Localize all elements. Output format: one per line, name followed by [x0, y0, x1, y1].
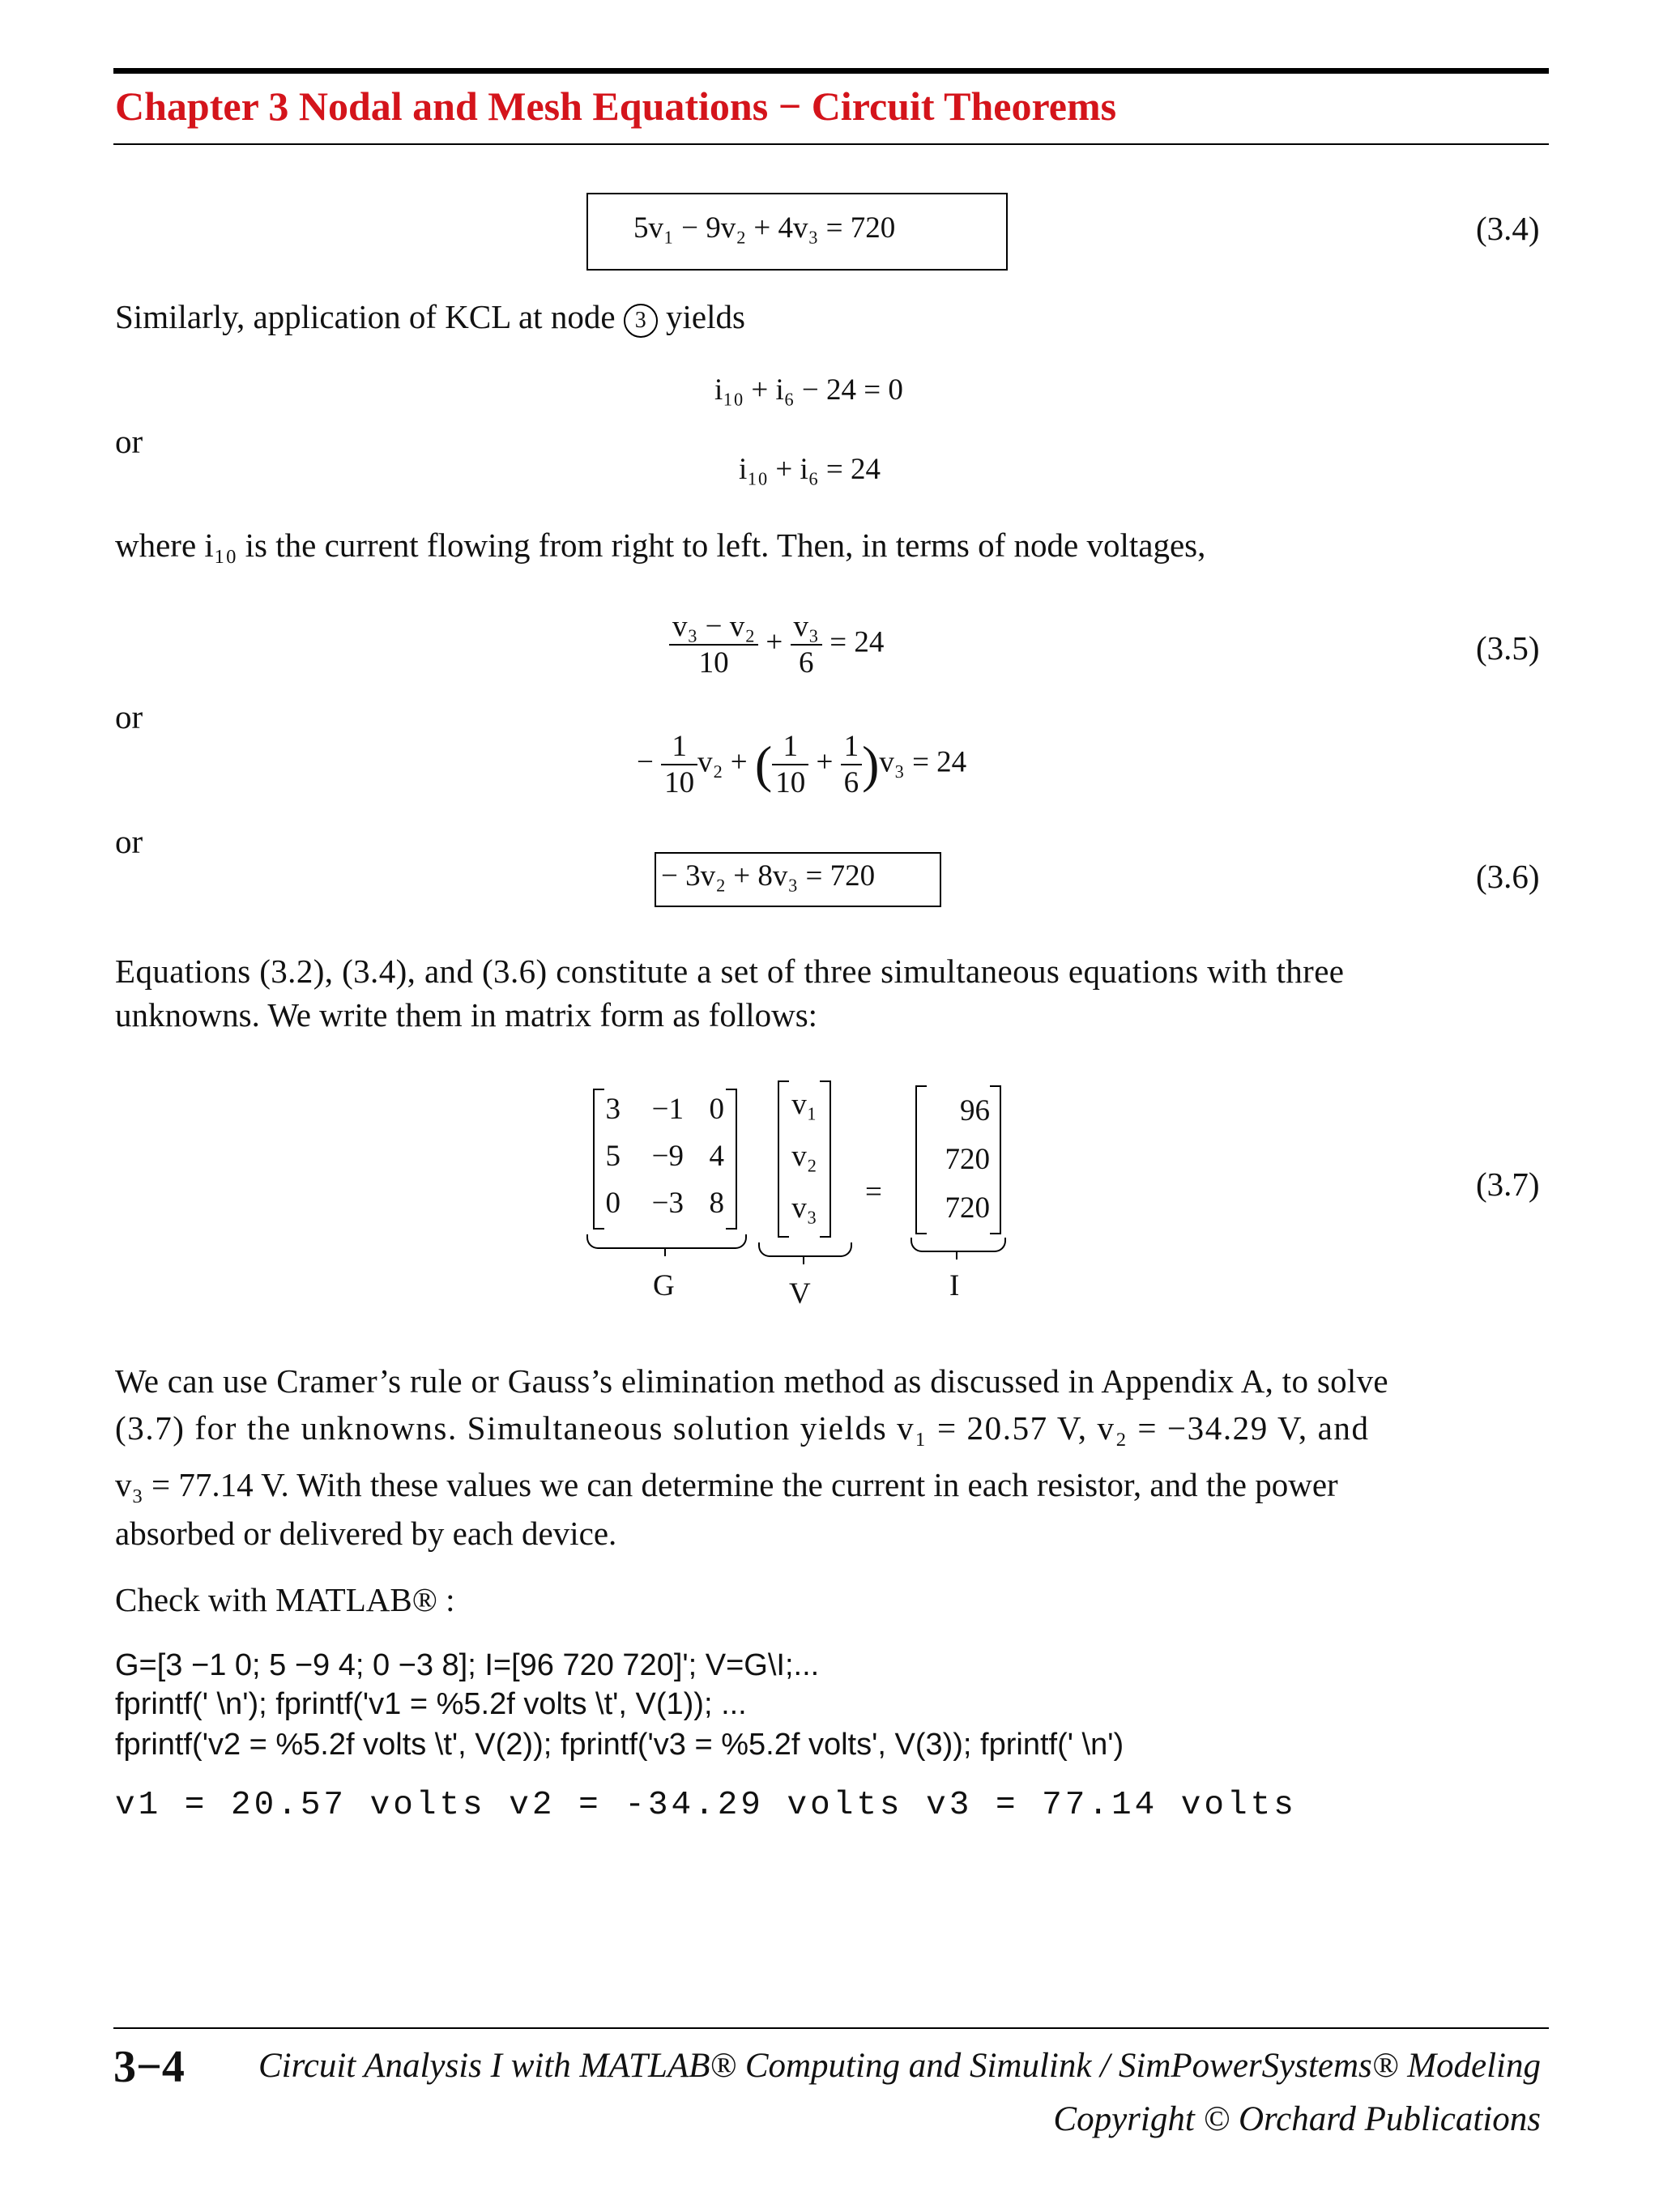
label-V: V	[789, 1277, 811, 1311]
matrix-V	[778, 1080, 831, 1238]
brace-G-tip	[664, 1248, 666, 1256]
matrix-G-cell: 8	[709, 1187, 724, 1220]
para-cramer-line-2: (3.7) for the unknowns. Simultaneous solution yields v₁ = 20.57 V, v₂ = −34.29 V, and	[115, 1409, 1370, 1447]
matrix-I-cell: 720	[945, 1143, 990, 1176]
para-cramer-line-1: We can use Cramer’s rule or Gauss’s elimination method as discussed in Appendix A, to solve	[115, 1362, 1388, 1400]
label-G: G	[653, 1269, 675, 1302]
eq-expanded-num-c: 1	[841, 729, 863, 765]
para-equations-line-1: Equations (3.2), (3.4), and (3.6) constitute a set of three simultaneous equations with three	[115, 953, 1345, 990]
or-2: or	[115, 698, 143, 735]
eq-expanded-num-a: 1	[661, 729, 697, 765]
page-number: 3−4	[113, 2042, 185, 2092]
para-where-before: where	[115, 526, 197, 564]
eq-expanded-num-b: 1	[772, 729, 808, 765]
eq-expanded-v3: v₃	[879, 745, 905, 779]
node-3-symbol: 3	[624, 304, 658, 338]
brace-G	[586, 1234, 747, 1249]
check-matlab: Check with MATLAB® :	[115, 1581, 455, 1618]
matrix-G-cell: 0	[709, 1093, 724, 1126]
matrix-G-cell: 5	[605, 1140, 621, 1173]
brace-I	[911, 1238, 1006, 1252]
matrix-I	[915, 1085, 1001, 1234]
code-line-2: fprintf(' \n'); fprintf('v1 = %5.2f volts \t', V(1)); ...	[115, 1687, 747, 1721]
code-line-3: fprintf('v2 = %5.2f volts \t', V(2)); fprintf('v3 = %5.2f volts', V(3)); fprintf(' \n')	[115, 1728, 1124, 1762]
para-kcl	[115, 295, 745, 339]
eq-3-6-number: (3.6)	[1476, 858, 1540, 895]
eq-3-5-num-1: v₃ − v₂	[669, 609, 758, 646]
eq-3-4: 5v₁ − 9v₂ + 4v₃ = 720	[633, 211, 896, 245]
matrix-G-cell: −9	[651, 1140, 684, 1173]
eq-3-5-frac-2	[791, 609, 822, 680]
matrix-V-cell: v₃	[791, 1191, 817, 1225]
footer-copyright: Copyright © Orchard Publications	[1053, 2100, 1541, 2138]
para-cramer-line-3: v₃ = 77.14 V. With these values we can determine the current in each resistor, and the power	[115, 1466, 1338, 1503]
eq-expanded: − $\frac{1}{10}$ v₂ + ( $\frac{1}{10}$ + $\frac{1}{6}$ )v₃ = 24	[637, 730, 967, 799]
code-line-1: G=[3 −1 0; 5 −9 4; 0 −3 8]; I=[96 720 720]'; V=G\I;...	[115, 1648, 820, 1682]
eq-3-5-rhs: = 24	[830, 625, 885, 659]
eq-expanded-plus: +	[816, 745, 834, 779]
eq-expanded-rhs: = 24	[912, 745, 967, 779]
header-bottom-rule	[113, 143, 1549, 145]
matrix-V-cell: v₂	[791, 1140, 817, 1173]
eq-3-5-number: (3.5)	[1476, 629, 1540, 667]
footer-rule	[113, 2027, 1549, 2029]
para-equations-line-2: unknowns. We write them in matrix form as follows:	[115, 996, 818, 1034]
matrix-G-cell: 0	[605, 1187, 621, 1220]
eq-expanded-den-a: 10	[664, 766, 695, 799]
matrix-G-cell: 3	[605, 1093, 621, 1126]
matrix-V-cell: v₁	[791, 1088, 817, 1121]
matrix-I-cell: 96	[960, 1094, 990, 1127]
eq-3-5	[669, 609, 884, 680]
para-where-var: i₁₀	[204, 526, 237, 564]
para-where-after: is the current flowing from right to left. Then, in terms of node voltages,	[245, 526, 1206, 564]
eq-3-5-plus: +	[766, 625, 783, 659]
matrix-G	[593, 1089, 737, 1230]
eq-expanded-v2: v₂ +	[697, 745, 748, 779]
eq-3-5-frac-1	[669, 609, 758, 680]
para-where	[115, 523, 1205, 567]
para-kcl-after: yields	[666, 298, 745, 335]
matrix-G-cell: −1	[651, 1093, 684, 1126]
matrix-I-cell: 720	[945, 1191, 990, 1225]
label-I: I	[949, 1269, 960, 1302]
matrix-G-cell: 4	[709, 1140, 724, 1173]
eq-kcl-1: i₁₀ + i₆ − 24 = 0	[714, 373, 903, 407]
eq-3-5-den-1: 10	[698, 646, 729, 680]
eq-expanded-minus: −	[637, 745, 654, 779]
brace-V	[758, 1242, 852, 1257]
matrix-equals: =	[865, 1175, 882, 1208]
brace-V-tip	[803, 1256, 804, 1264]
eq-3-4-number: (3.4)	[1476, 210, 1540, 247]
or-3: or	[115, 823, 143, 860]
eq-expanded-frac-a	[661, 729, 697, 800]
eq-3-6: − 3v₂ + 8v₃ = 720	[661, 859, 876, 893]
brace-I-tip	[956, 1251, 957, 1259]
footer-book-title: Circuit Analysis I with MATLAB® Computing and Simulink / SimPowerSystems® Modeling	[258, 2047, 1541, 2085]
para-cramer-line-4: absorbed or delivered by each device.	[115, 1515, 617, 1552]
eq-expanded-frac-c	[841, 729, 863, 800]
eq-3-5-den-2: 6	[799, 646, 814, 680]
para-kcl-before: Similarly, application of KCL at node	[115, 298, 616, 335]
eq-expanded-den-c: 6	[843, 766, 859, 799]
chapter-title: Chapter 3 Nodal and Mesh Equations − Circuit Theorems	[115, 83, 1117, 129]
matlab-output: v1 = 20.57 volts v2 = -34.29 volts v3 = 77.14 volts	[115, 1787, 1297, 1824]
eq-expanded-frac-b	[772, 729, 808, 800]
matrix-G-cell: −3	[651, 1187, 684, 1220]
eq-3-7-number: (3.7)	[1476, 1166, 1540, 1203]
eq-kcl-2: i₁₀ + i₆ = 24	[739, 453, 881, 486]
header-top-rule	[113, 68, 1549, 74]
or-1: or	[115, 423, 143, 460]
eq-expanded-den-b: 10	[775, 766, 806, 799]
eq-3-5-num-2: v₃	[791, 609, 822, 646]
